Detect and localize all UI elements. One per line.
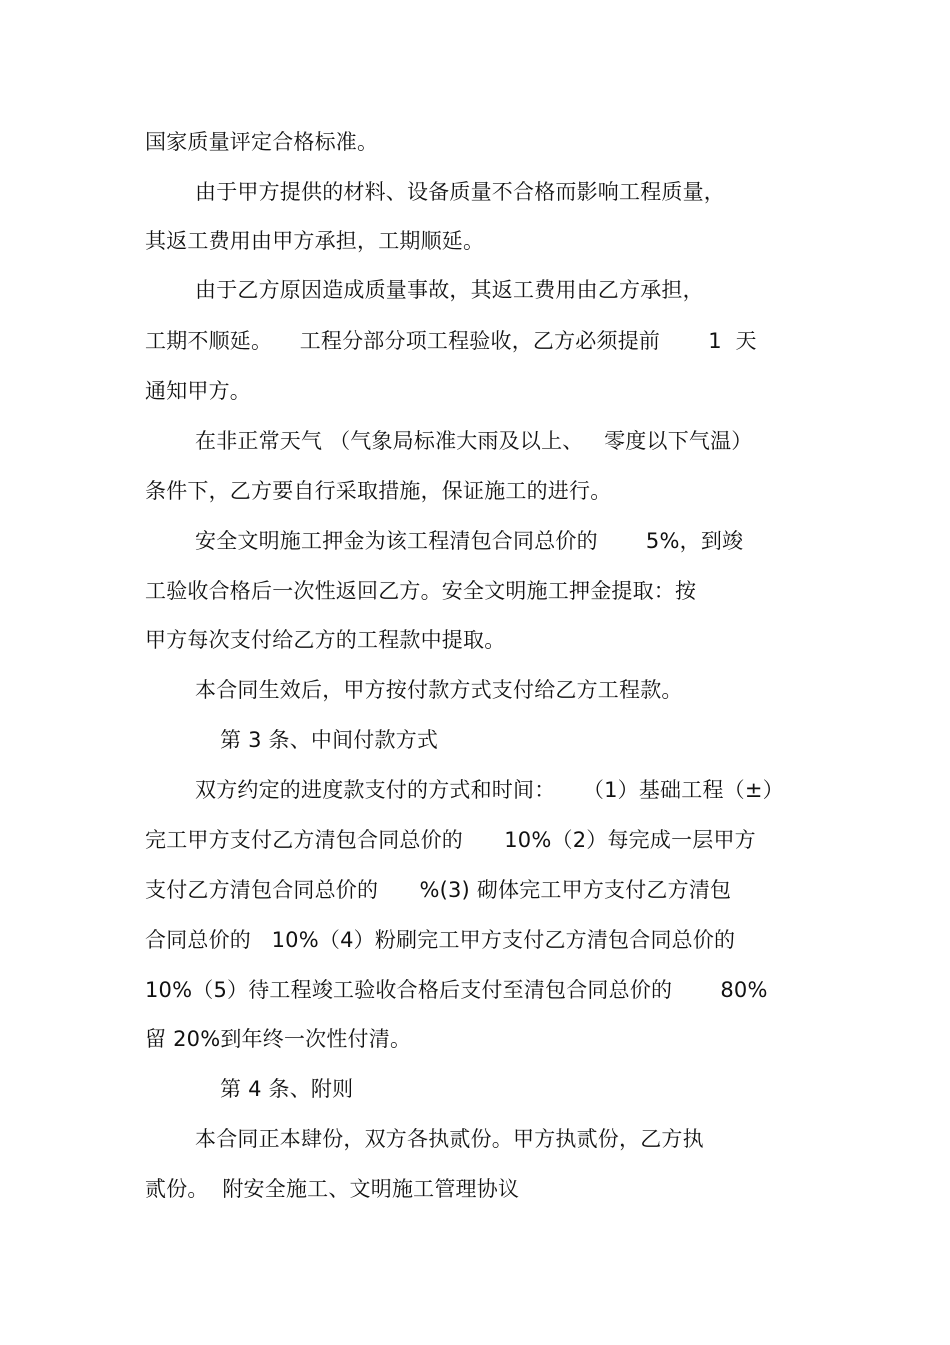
section-heading: 第 3 条、中间付款方式 [220, 728, 439, 752]
text-line: 合同总价的 10%（4）粉刷完工甲方支付乙方清包合同总价的 [145, 928, 736, 952]
text-line: 工验收合格后一次性返回乙方。安全文明施工押金提取：按 [145, 579, 697, 603]
text-line: 在非正常天气 （气象局标准大雨及以上、 零度以下气温） [195, 429, 753, 453]
section-heading: 第 4 条、附则 [220, 1077, 354, 1101]
text-line: 留 20%到年终一次性付清。 [145, 1027, 412, 1051]
text-line: 通知甲方。 [145, 379, 251, 403]
text-line: 由于乙方原因造成质量事故，其返工费用由乙方承担， [195, 278, 704, 302]
text-line: 本合同生效后，甲方按付款方式支付给乙方工程款。 [195, 678, 683, 702]
text-line: 甲方每次支付给乙方的工程款中提取。 [145, 628, 506, 652]
text-line: 国家质量评定合格标准。 [145, 130, 379, 154]
text-line: 由于甲方提供的材料、设备质量不合格而影响工程质量， [195, 180, 725, 204]
text-line: 本合同正本肆份，双方各执贰份。甲方执贰份，乙方执 [195, 1127, 704, 1151]
text-line: 其返工费用由甲方承担，工期顺延。 [145, 229, 485, 253]
text-line: 支付乙方清包合同总价的 %(3) 砌体完工甲方支付乙方清包 [145, 878, 732, 902]
text-line: 10%（5）待工程竣工验收合格后支付至清包合同总价的 80% [145, 978, 768, 1002]
text-line: 条件下，乙方要自行采取措施，保证施工的进行。 [145, 479, 612, 503]
text-line: 安全文明施工押金为该工程清包合同总价的 5%，到竣 [195, 529, 744, 553]
text-line: 贰份。 附安全施工、文明施工管理协议 [145, 1177, 520, 1201]
text-line: 工期不顺延。 工程分部分项工程验收，乙方必须提前 1 天 [145, 329, 757, 353]
text-line: 完工甲方支付乙方清包合同总价的 10%（2）每完成一层甲方 [145, 828, 756, 852]
text-line: 双方约定的进度款支付的方式和时间： （1）基础工程（±） [195, 778, 784, 802]
